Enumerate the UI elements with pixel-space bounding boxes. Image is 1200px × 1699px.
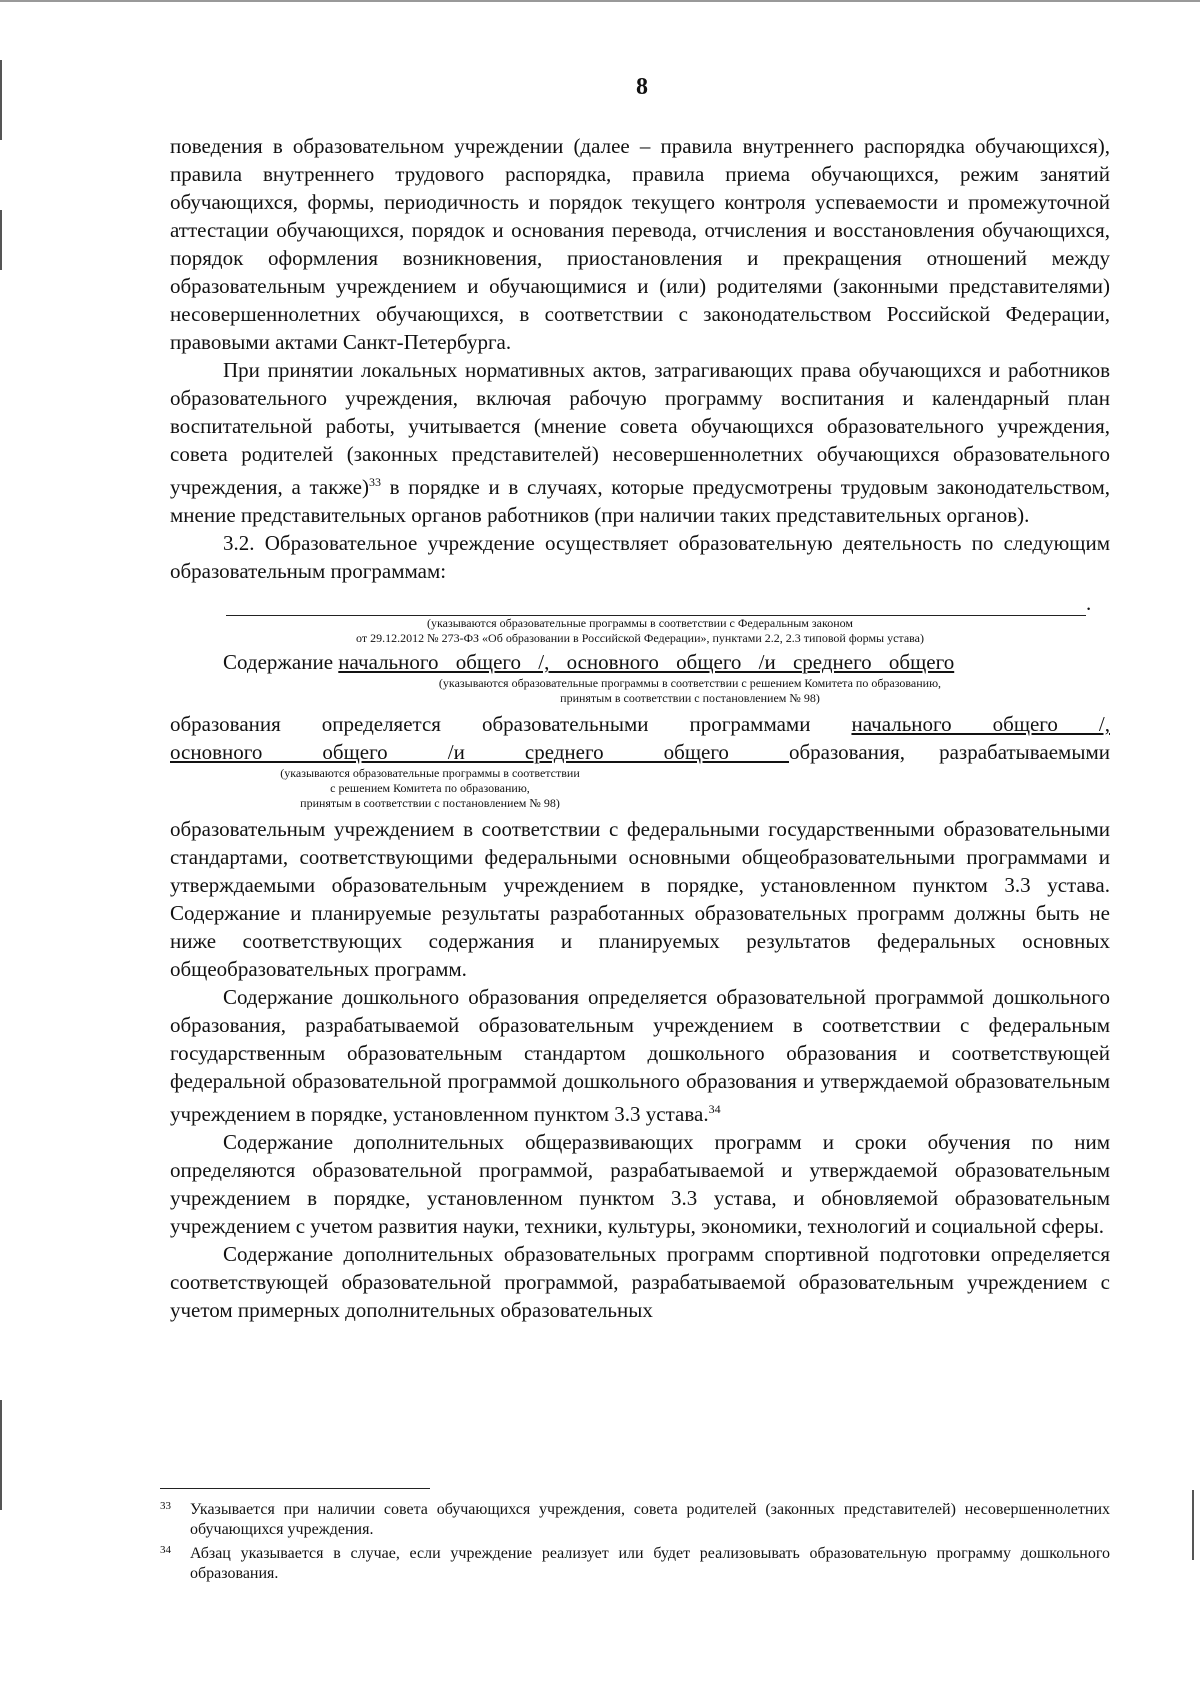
- page-number: 8: [636, 74, 648, 100]
- note-line: от 29.12.2012 № 273-ФЗ «Об образовании в Российской Федерации», пунктами 2.2, 2.3 типовой формы устава): [356, 631, 924, 645]
- paragraph-preschool: [170, 983, 1110, 1128]
- footnote-number: 34: [160, 1544, 171, 1556]
- footnote-34: [160, 1544, 1110, 1584]
- programs-underlined: основного общего /и среднего общего: [170, 740, 789, 764]
- content-underlined: начального общего /, основного общего /и среднего общего: [338, 650, 955, 674]
- blank-fill-line: [170, 591, 1110, 616]
- note-line: (указываются образовательные программы в соответствии с Федеральным законом: [427, 616, 853, 630]
- programs-underlined: начального общего /,: [851, 712, 1110, 736]
- note-line: принятым в соответствии с постановлением № 98): [560, 691, 820, 705]
- footnote-ref-33: 33: [368, 475, 381, 489]
- programs-line-1: [170, 710, 1110, 738]
- footnotes: [160, 1500, 1110, 1588]
- paragraph-sports-programs: Содержание дополнительных образовательных программ спортивной подготовки определяется соответствующей образовательной программой, разрабатываемой образовательным учреждением с учетом примерных дополнительных образовательных: [170, 1242, 1110, 1322]
- paragraph-text: Содержание дошкольного образования определяется образовательной программой дошкольного образования, разрабатываемой образовательным учреждением в соответствии с федеральным государственным образовательным стандартом дошкольного образования и соответствующей федеральной образовательной программой дошкольного образования и утверждаемой образовательным учреждением в порядке, установленном пунктом 3.3 устава.: [170, 985, 1110, 1126]
- footnote-ref-34: 34: [708, 1102, 721, 1116]
- footnote-number: 33: [160, 1500, 171, 1512]
- instruction-note: [170, 766, 690, 811]
- scan-margin-mark: [1192, 1490, 1194, 1560]
- programs-lead: образования определяется образовательными программами: [170, 712, 852, 736]
- paragraph-3-2: 3.2. Образовательное учреждение осуществляет образовательную деятельность по следующим образовательным программам:: [170, 531, 1110, 583]
- scan-margin-mark: [0, 60, 2, 140]
- instruction-note: [270, 676, 1110, 706]
- footnote-33: [160, 1500, 1110, 1540]
- note-line: принятым в соответствии с постановлением № 98): [300, 796, 560, 810]
- instruction-note: [170, 616, 1110, 646]
- paragraph-text: При принятии локальных нормативных актов, затрагивающих права обучающихся и работников образовательного учреждения, включая рабочую программу воспитания и календарный план воспитательной работы, учитывается (мнение совета обучающихся образовательного учреждения, совета родителей (законных представителей) несовершеннолетних обучающихся образовательного учреждения, а также): [170, 358, 1110, 499]
- paragraph-standards: образовательным учреждением в соответствии с федеральными государственными образовательными стандартами, соответствующими федеральными основными общеобразовательными программами и утверждаемыми образовательным учреждением в порядке, установленном пунктом 3.3 устава. Содержание и планируемые результаты разработанных образовательных программ должны быть не ниже соответствующих содержания и планируемых результатов федеральных основных общеобразовательных программ.: [170, 817, 1110, 981]
- footnote-text: Указывается при наличии совета обучающихся учреждения, совета родителей (законных представителей) несовершеннолетних обучающихся учреждения.: [190, 1501, 1110, 1538]
- paragraph-local-acts: [170, 356, 1110, 529]
- programs-tail: образования, разрабатываемыми: [789, 740, 1110, 764]
- paragraph-text: в порядке и в случаях, которые предусмотрены трудовым законодательством, мнение представительных органов работников (при наличии таких представительных органов).: [170, 475, 1111, 527]
- paragraph-additional-programs: Содержание дополнительных общеразвивающих программ и сроки обучения по ним определяются образовательной программой, разрабатываемой и утверждаемой образовательным учреждением в порядке, установленном пунктом 3.3 устава, и обновляемой образовательным учреждением с учетом развития науки, техники, культуры, экономики, технологий и социальной сферы.: [170, 1130, 1110, 1238]
- document-body: [170, 132, 1110, 1324]
- scan-margin-mark: [0, 210, 2, 270]
- programs-line-2: [170, 738, 1110, 766]
- blank-line: [226, 593, 1086, 616]
- footnote-separator: [160, 1488, 430, 1489]
- note-line: (указываются образовательные программы в соответствии: [280, 766, 580, 780]
- scan-top-edge: [0, 0, 1200, 2]
- paragraph-rules: поведения в образовательном учреждении (далее – правила внутреннего распорядка обучающихся), правила внутреннего трудового распорядка, правила приема обучающихся, режим занятий обучающихся, формы, периодичность и порядок текущего контроля успеваемости и промежуточной аттестации обучающихся, порядок и основания перевода, отчисления и восстановления обучающихся, порядок оформления возникновения, приостановления и прекращения отношений между образовательным учреждением и обучающимися и (или) родителями (законными представителями) несовершеннолетних обучающихся, в соответствии с законодательством Российской Федерации, правовыми актами Санкт-Петербурга.: [170, 134, 1110, 354]
- blank-end-dot: .: [1086, 591, 1092, 615]
- note-line: с решением Комитета по образованию,: [330, 781, 530, 795]
- footnote-text: Абзац указывается в случае, если учреждение реализует или будет реализовывать образовательную программу дошкольного образования.: [190, 1545, 1110, 1582]
- content-lead: Содержание: [223, 650, 339, 674]
- note-line: (указываются образовательные программы в соответствии с решением Комитета по образованию,: [438, 676, 942, 690]
- scan-margin-mark: [0, 1400, 2, 1510]
- content-line: [170, 648, 1110, 676]
